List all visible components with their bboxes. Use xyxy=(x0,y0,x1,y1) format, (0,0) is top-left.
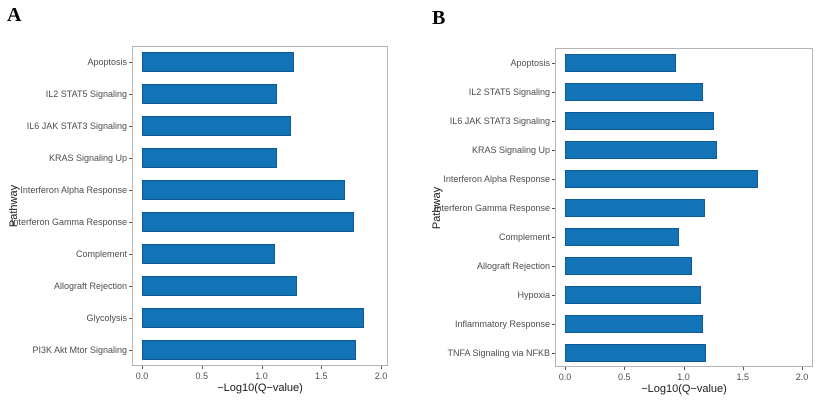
x-tick-mark xyxy=(802,367,803,370)
y-category-label: Inflammatory Response xyxy=(454,318,550,329)
bar xyxy=(565,54,676,72)
y-category-label: Complement xyxy=(75,249,127,259)
y-tick-mark xyxy=(129,318,132,319)
y-tick-mark xyxy=(129,222,132,223)
x-tick-label: 1.5 xyxy=(736,372,750,382)
y-category-label: Interferon Gamma Response xyxy=(10,217,127,227)
y-category-label: IL6 JAK STAT3 Signaling xyxy=(449,115,550,126)
bar xyxy=(565,257,692,275)
y-tick-mark xyxy=(129,62,132,63)
y-category-label: IL2 STAT5 Signaling xyxy=(45,89,127,99)
y-tick-mark xyxy=(552,295,555,296)
y-axis-title: Pathway xyxy=(431,186,443,229)
x-tick-label: 0.0 xyxy=(558,372,572,382)
bar xyxy=(142,276,297,296)
bar xyxy=(565,141,717,159)
y-category-label: Hypoxia xyxy=(517,289,550,300)
bar xyxy=(142,116,291,136)
y-category-label: KRAS Signaling Up xyxy=(48,153,127,163)
bar xyxy=(142,308,364,328)
bar xyxy=(565,112,714,130)
y-tick-mark xyxy=(552,353,555,354)
bar xyxy=(142,244,275,264)
y-category-label: Allograft Rejection xyxy=(476,260,550,271)
y-tick-mark xyxy=(129,286,132,287)
y-axis-title: Pathway xyxy=(8,184,20,228)
bar xyxy=(142,148,277,168)
x-axis-title: −Log10(Q−value) xyxy=(641,383,727,395)
x-tick-label: 0.5 xyxy=(618,372,631,382)
y-category-label: Interferon Alpha Response xyxy=(443,173,550,184)
x-tick-label: 2.0 xyxy=(795,372,809,382)
y-tick-mark xyxy=(552,179,555,180)
bar xyxy=(565,170,758,188)
x-tick-label: 0.5 xyxy=(195,371,209,381)
bar xyxy=(565,344,706,362)
bar xyxy=(565,315,703,333)
y-tick-mark xyxy=(129,94,132,95)
bar xyxy=(565,83,703,101)
y-tick-mark xyxy=(129,254,132,255)
bar xyxy=(142,52,294,72)
x-tick-mark xyxy=(743,367,744,370)
x-tick-mark xyxy=(381,366,382,369)
x-tick-mark xyxy=(624,367,625,370)
y-category-label: Glycolysis xyxy=(86,313,127,323)
x-tick-mark xyxy=(142,366,143,369)
x-tick-mark xyxy=(684,367,685,370)
bar xyxy=(142,84,277,104)
y-tick-mark xyxy=(552,150,555,151)
bar xyxy=(142,180,345,200)
y-category-label: Complement xyxy=(498,231,550,242)
y-category-label: Apoptosis xyxy=(510,57,550,68)
x-tick-mark xyxy=(321,366,322,369)
y-category-label: IL6 JAK STAT3 Signaling xyxy=(26,121,127,131)
y-tick-mark xyxy=(552,237,555,238)
y-tick-mark xyxy=(129,350,132,351)
x-tick-mark xyxy=(565,367,566,370)
y-category-label: TNFA Signaling via NFKB xyxy=(447,347,550,358)
panel-label-a: A xyxy=(7,4,22,26)
bar xyxy=(142,212,354,232)
y-tick-mark xyxy=(552,266,555,267)
y-tick-mark xyxy=(552,121,555,122)
x-tick-label: 1.0 xyxy=(677,372,690,382)
y-category-label: Allograft Rejection xyxy=(53,281,127,291)
y-category-label: Interferon Gamma Response xyxy=(433,202,550,213)
y-category-label: Apoptosis xyxy=(87,57,127,67)
y-tick-mark xyxy=(552,63,555,64)
y-category-label: Interferon Alpha Response xyxy=(20,185,127,195)
x-tick-label: 1.5 xyxy=(315,371,328,381)
y-tick-mark xyxy=(129,158,132,159)
x-tick-label: 1.0 xyxy=(255,371,268,381)
y-tick-mark xyxy=(552,208,555,209)
y-tick-mark xyxy=(129,190,132,191)
bar xyxy=(565,228,679,246)
y-category-label: KRAS Signaling Up xyxy=(471,144,550,155)
y-category-label: IL2 STAT5 Signaling xyxy=(468,86,550,97)
y-tick-mark xyxy=(552,92,555,93)
y-tick-mark xyxy=(129,126,132,127)
x-tick-label: 0.0 xyxy=(135,371,149,381)
bar xyxy=(142,340,356,360)
bar xyxy=(565,286,701,304)
y-tick-mark xyxy=(552,324,555,325)
x-tick-label: 2.0 xyxy=(374,371,388,381)
panel-label-b: B xyxy=(432,7,446,29)
x-tick-mark xyxy=(262,366,263,369)
x-tick-mark xyxy=(202,366,203,369)
x-axis-title: −Log10(Q−value) xyxy=(217,382,303,394)
y-category-label: PI3K Akt Mtor Signaling xyxy=(32,345,127,355)
bar xyxy=(565,199,705,217)
